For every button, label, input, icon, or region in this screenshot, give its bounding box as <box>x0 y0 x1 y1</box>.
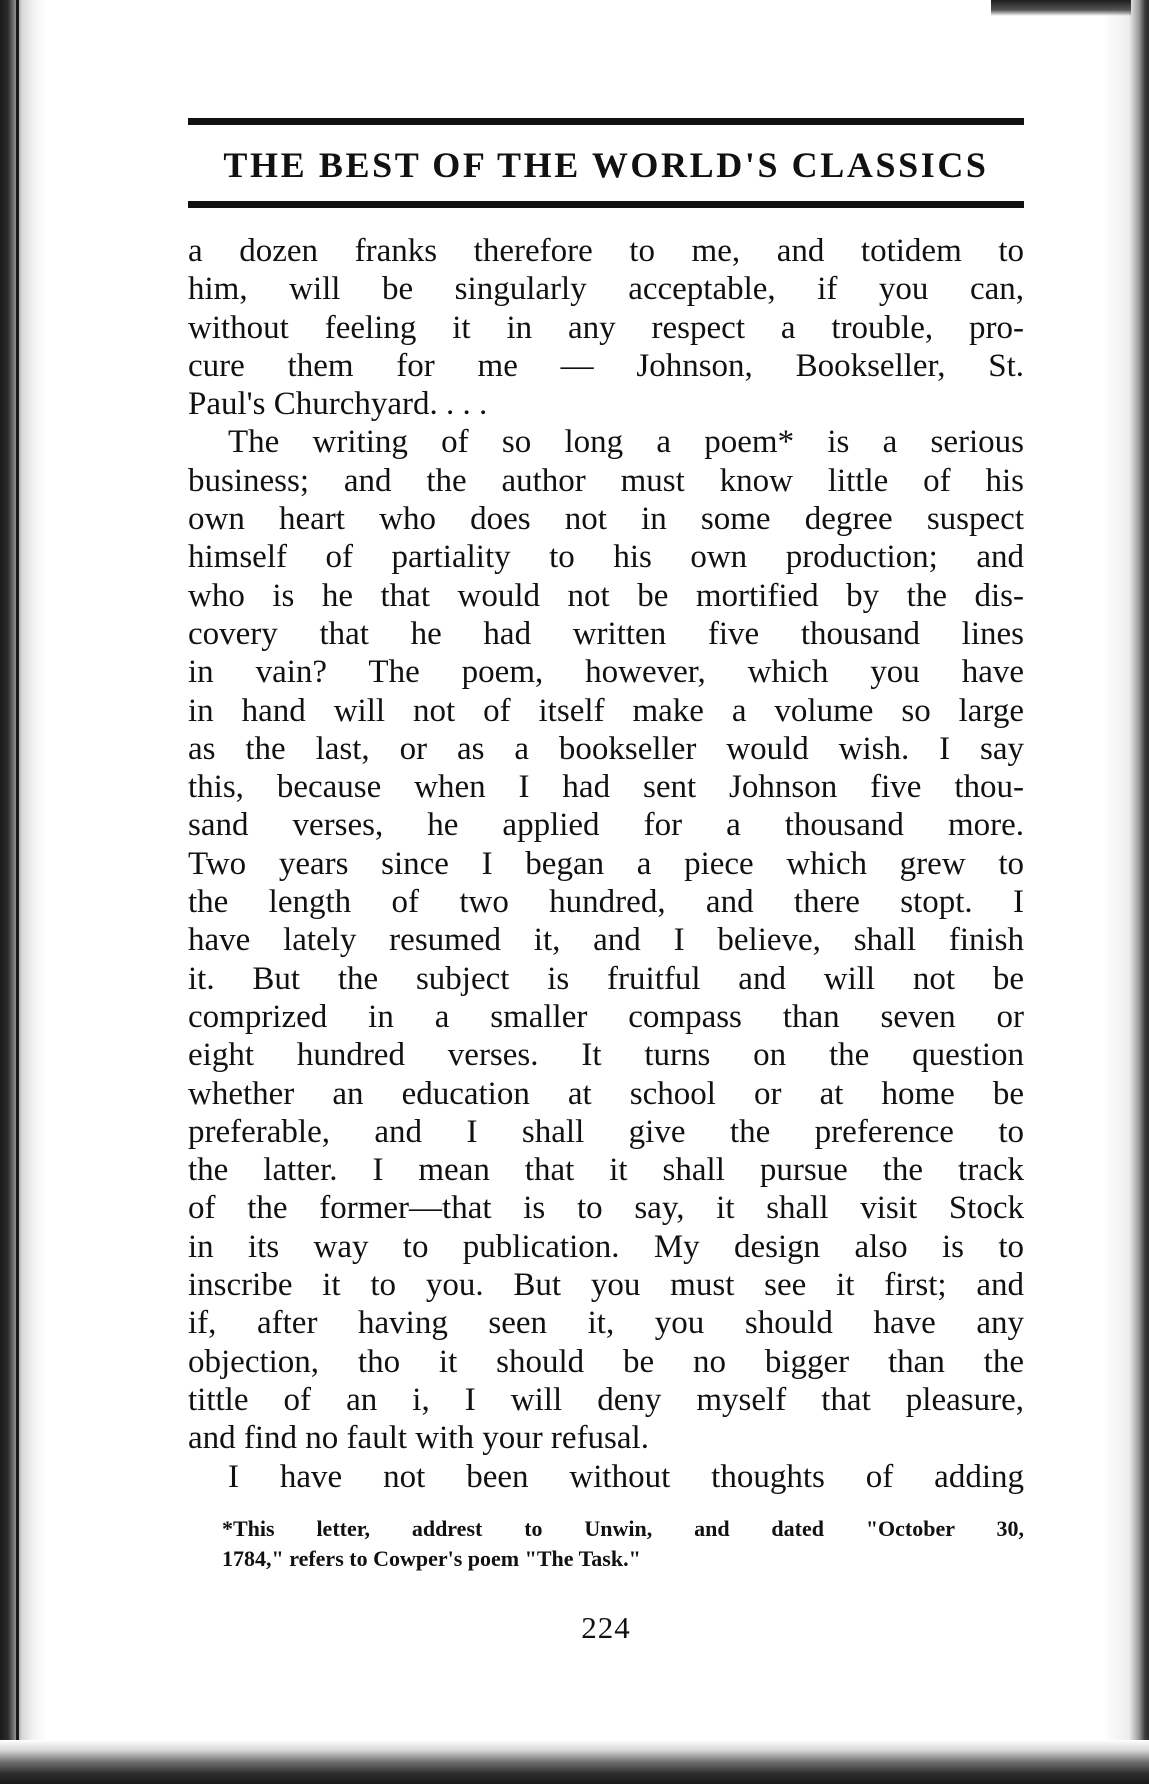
text-line: tittle of an i, I will deny myself that pleasure, <box>188 1381 1024 1418</box>
scan-top-right-shadow <box>991 0 1131 16</box>
text-line: covery that he had written five thousand lines <box>188 615 1024 652</box>
text-line: inscribe it to you. But you must see it first; and <box>188 1267 1024 1304</box>
text-line: Two years since I began a piece which grew to <box>188 845 1024 882</box>
text-line: in hand will not of itself make a volume so large <box>188 692 1024 729</box>
text-line: eight hundred verses. It turns on the question <box>188 1037 1024 1074</box>
text-line: as the last, or as a bookseller would wish. I say <box>188 730 1024 767</box>
text-line: I have not been without thoughts of adding <box>228 1458 1024 1495</box>
text-line: whether an education at school or at home be <box>188 1075 1024 1112</box>
page-number: 224 <box>581 1609 631 1645</box>
scan-right-margin <box>1103 0 1149 1784</box>
text-line: cure them for me — Johnson, Bookseller, St. <box>188 347 1024 384</box>
text-line: in its way to publication. My design also is to <box>188 1228 1024 1265</box>
text-line: own heart who does not in some degree suspect <box>188 501 1024 538</box>
text-line: this, because when I had sent Johnson five thou- <box>188 769 1024 806</box>
text-line: a dozen franks therefore to me, and totidem to <box>188 233 1024 269</box>
text-line: and find no fault with your refusal. <box>188 1420 649 1457</box>
text-line: who is he that would not be mortified by the dis- <box>188 577 1024 614</box>
footnote-line: *This letter, addrest to Unwin, and dated "October 30, <box>222 1515 1024 1541</box>
text-line: in vain? The poem, however, which you have <box>188 654 1024 691</box>
text-line: business; and the author must know little of his <box>188 462 1024 499</box>
text-line: comprized in a smaller compass than seven or <box>188 998 1024 1035</box>
text-line: him, will be singularly acceptable, if you can, <box>188 271 1024 308</box>
footnote <box>188 1514 1024 1574</box>
text-line: preferable, and I shall give the preference to <box>188 1113 1024 1150</box>
scan-left-margin <box>0 0 46 1784</box>
text-line: sand verses, he applied for a thousand more. <box>188 807 1024 844</box>
text-line: of the former—that is to say, it shall visit Stock <box>188 1190 1024 1227</box>
text-line: himself of partiality to his own production; and <box>188 539 1024 576</box>
text-line: without feeling it in any respect a trouble, pro- <box>188 309 1024 346</box>
text-line: if, after having seen it, you should have any <box>188 1305 1024 1342</box>
scan-bottom-margin <box>0 1740 1149 1784</box>
header-rule-top <box>188 118 1024 125</box>
book-page <box>188 118 1024 1646</box>
text-line: have lately resumed it, and I believe, shall finish <box>188 922 1024 959</box>
running-header: THE BEST OF THE WORLD'S CLASSICS <box>223 145 989 185</box>
text-line: it. But the subject is fruitful and will not be <box>188 960 1024 997</box>
text-line: the length of two hundred, and there stopt. I <box>188 884 1024 921</box>
header-rule-bottom <box>188 201 1024 208</box>
body-text <box>188 232 1024 1496</box>
footnote-line: 1784," refers to Cowper's poem "The Task." <box>222 1545 641 1571</box>
text-line: Paul's Churchyard. . . . <box>188 386 488 423</box>
scan-left-binding-shadow <box>16 0 19 1784</box>
text-line: objection, tho it should be no bigger than the <box>188 1343 1024 1380</box>
text-line: the latter. I mean that it shall pursue the track <box>188 1152 1024 1189</box>
text-line: The writing of so long a poem* is a serious <box>228 424 1024 461</box>
